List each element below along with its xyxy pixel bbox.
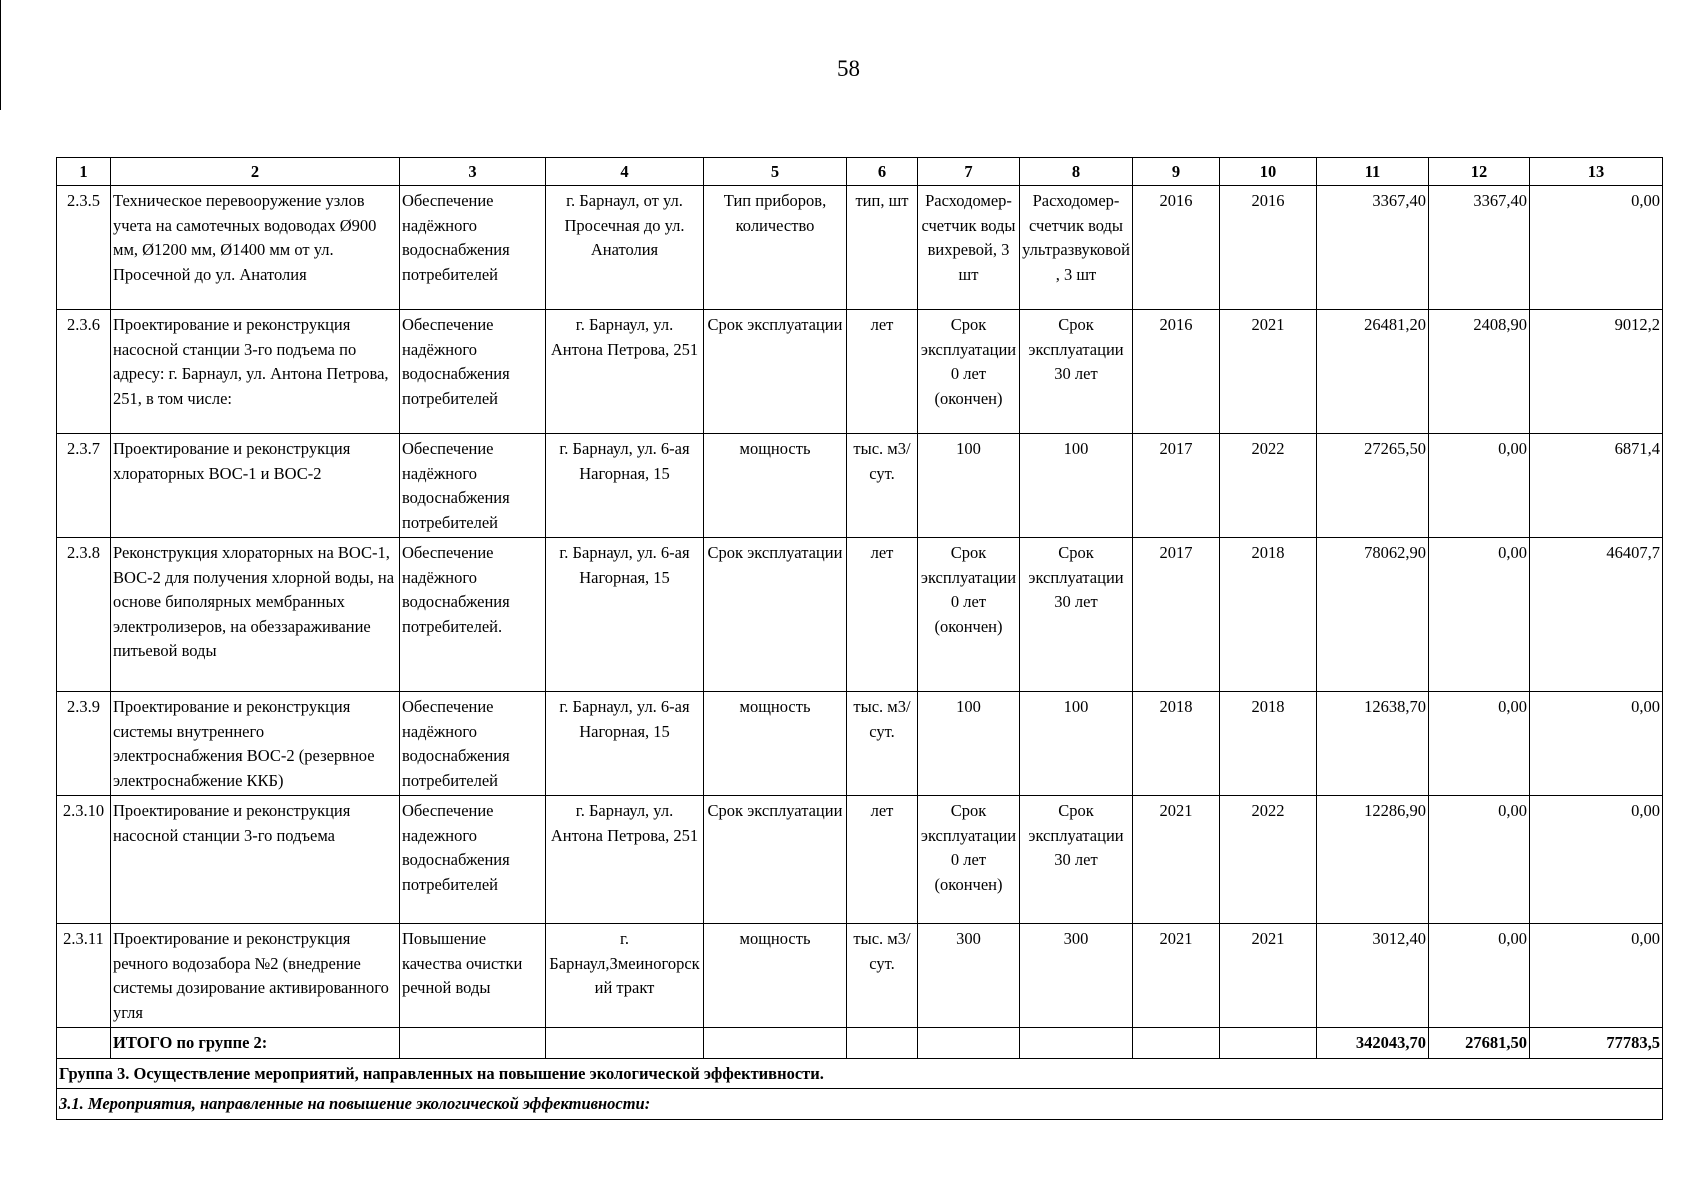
table-row — [57, 310, 1663, 434]
item-spent-cost: 0,00 — [1429, 538, 1530, 692]
left-margin-line — [0, 0, 1, 110]
column-header: 2 — [111, 158, 400, 186]
item-unit: тип, шт — [847, 186, 918, 310]
item-spent-cost: 2408,90 — [1429, 310, 1530, 434]
item-start-year: 2021 — [1133, 924, 1220, 1028]
item-purpose: Повышение качества очистки речной воды — [400, 924, 546, 1028]
item-indicator: Срок эксплуатации — [704, 796, 847, 924]
item-spent-cost: 3367,40 — [1429, 186, 1530, 310]
item-start-year: 2017 — [1133, 434, 1220, 538]
item-planned-cost: 9012,2 — [1530, 310, 1663, 434]
item-planned-cost: 0,00 — [1530, 796, 1663, 924]
empty-cell — [546, 1028, 704, 1059]
item-name: Проектирование и реконструкция насосной станции 3-го подъема — [111, 796, 400, 924]
item-indicator: Срок эксплуатации — [704, 310, 847, 434]
item-start-year: 2018 — [1133, 692, 1220, 796]
item-number: 2.3.11 — [57, 924, 111, 1028]
item-purpose: Обеспечение надёжного водоснабжения потребителей — [400, 434, 546, 538]
item-purpose: Обеспечение надёжного водоснабжения потребителей. — [400, 538, 546, 692]
item-planned-cost: 46407,7 — [1530, 538, 1663, 692]
investment-program-table — [56, 157, 1663, 1120]
empty-cell — [57, 1028, 111, 1059]
subgroup-heading-row — [57, 1089, 1663, 1120]
item-value-after: 100 — [1020, 434, 1133, 538]
item-unit: лет — [847, 310, 918, 434]
item-unit: лет — [847, 538, 918, 692]
column-header: 3 — [400, 158, 546, 186]
item-planned-cost: 6871,4 — [1530, 434, 1663, 538]
item-name: Проектирование и реконструкция речного водозабора №2 (внедрение системы дозирование активированного угля — [111, 924, 400, 1028]
table-row — [57, 692, 1663, 796]
item-location: г. Барнаул, ул. 6-ая Нагорная, 15 — [546, 538, 704, 692]
item-end-year: 2022 — [1220, 434, 1317, 538]
item-location: г. Барнаул, ул. Антона Петрова, 251 — [546, 796, 704, 924]
item-unit: тыс. м3/сут. — [847, 434, 918, 538]
item-total-cost: 27265,50 — [1317, 434, 1429, 538]
item-value-after: Расходомер-счетчик воды ультразвуковой, 3 шт — [1020, 186, 1133, 310]
item-purpose: Обеспечение надёжного водоснабжения потребителей — [400, 310, 546, 434]
item-total-cost: 26481,20 — [1317, 310, 1429, 434]
item-number: 2.3.6 — [57, 310, 111, 434]
item-value-after: Срок эксплуатации 30 лет — [1020, 310, 1133, 434]
item-start-year: 2016 — [1133, 310, 1220, 434]
item-value-before: Срок эксплуатации 0 лет (окончен) — [918, 796, 1020, 924]
table-row — [57, 796, 1663, 924]
group-spent-cost: 27681,50 — [1429, 1028, 1530, 1059]
item-end-year: 2022 — [1220, 796, 1317, 924]
group-planned-cost: 77783,5 — [1530, 1028, 1663, 1059]
group-heading-row — [57, 1058, 1663, 1089]
item-indicator: мощность — [704, 692, 847, 796]
item-end-year: 2021 — [1220, 310, 1317, 434]
item-value-after: 300 — [1020, 924, 1133, 1028]
column-header: 9 — [1133, 158, 1220, 186]
item-start-year: 2021 — [1133, 796, 1220, 924]
item-spent-cost: 0,00 — [1429, 692, 1530, 796]
item-number: 2.3.7 — [57, 434, 111, 538]
item-planned-cost: 0,00 — [1530, 924, 1663, 1028]
item-number: 2.3.9 — [57, 692, 111, 796]
empty-cell — [1220, 1028, 1317, 1059]
page-number: 58 — [837, 56, 860, 81]
item-location: г. Барнаул, ул. Антона Петрова, 251 — [546, 310, 704, 434]
subgroup-heading: 3.1. Мероприятия, направленные на повышение экологической эффективности: — [57, 1089, 1663, 1120]
group-total-cost: 342043,70 — [1317, 1028, 1429, 1059]
column-header: 1 — [57, 158, 111, 186]
empty-cell — [847, 1028, 918, 1059]
column-header: 8 — [1020, 158, 1133, 186]
item-unit: лет — [847, 796, 918, 924]
item-unit: тыс. м3/сут. — [847, 692, 918, 796]
column-header: 4 — [546, 158, 704, 186]
table-row — [57, 538, 1663, 692]
item-value-before: Расходомер-счетчик воды вихревой, 3 шт — [918, 186, 1020, 310]
item-indicator: Тип приборов, количество — [704, 186, 847, 310]
table-row — [57, 186, 1663, 310]
table-row — [57, 924, 1663, 1028]
item-value-after: Срок эксплуатации 30 лет — [1020, 796, 1133, 924]
item-name: Реконструкция хлораторных на ВОС-1, ВОС-2 для получения хлорной воды, на основе биполярных мембранных электролизеров, на обеззараживание питьевой воды — [111, 538, 400, 692]
empty-cell — [704, 1028, 847, 1059]
item-end-year: 2016 — [1220, 186, 1317, 310]
item-location: г. Барнаул, ул. 6-ая Нагорная, 15 — [546, 434, 704, 538]
item-number: 2.3.10 — [57, 796, 111, 924]
item-indicator: мощность — [704, 924, 847, 1028]
item-total-cost: 3012,40 — [1317, 924, 1429, 1028]
item-end-year: 2018 — [1220, 692, 1317, 796]
item-planned-cost: 0,00 — [1530, 186, 1663, 310]
column-header: 5 — [704, 158, 847, 186]
item-value-after: Срок эксплуатации 30 лет — [1020, 538, 1133, 692]
item-end-year: 2021 — [1220, 924, 1317, 1028]
item-purpose: Обеспечение надёжного водоснабжения потребителей — [400, 692, 546, 796]
item-end-year: 2018 — [1220, 538, 1317, 692]
item-total-cost: 3367,40 — [1317, 186, 1429, 310]
item-indicator: мощность — [704, 434, 847, 538]
item-value-before: 100 — [918, 692, 1020, 796]
group-heading: Группа 3. Осуществление мероприятий, направленных на повышение экологической эффективности. — [57, 1058, 1663, 1089]
item-start-year: 2016 — [1133, 186, 1220, 310]
column-number-row — [57, 158, 1663, 186]
group-total-label: ИТОГО по группе 2: — [111, 1028, 400, 1059]
table-row — [57, 434, 1663, 538]
item-name: Проектирование и реконструкция системы внутреннего электроснабжения ВОС-2 (резервное электроснабжение ККБ) — [111, 692, 400, 796]
item-purpose: Обеспечение надежного водоснабжения потребителей — [400, 796, 546, 924]
item-location: г. Барнаул, от ул. Просечная до ул. Анатолия — [546, 186, 704, 310]
item-name: Техническое перевооружение узлов учета на самотечных водоводах Ø900 мм, Ø1200 мм, Ø1400 мм от ул. Просечной до ул. Анатолия — [111, 186, 400, 310]
item-purpose: Обеспечение надёжного водоснабжения потребителей — [400, 186, 546, 310]
column-header: 11 — [1317, 158, 1429, 186]
item-start-year: 2017 — [1133, 538, 1220, 692]
column-header: 6 — [847, 158, 918, 186]
item-number: 2.3.8 — [57, 538, 111, 692]
empty-cell — [1020, 1028, 1133, 1059]
column-header: 12 — [1429, 158, 1530, 186]
item-number: 2.3.5 — [57, 186, 111, 310]
item-total-cost: 12286,90 — [1317, 796, 1429, 924]
item-value-before: 100 — [918, 434, 1020, 538]
empty-cell — [400, 1028, 546, 1059]
item-value-before: 300 — [918, 924, 1020, 1028]
item-indicator: Срок эксплуатации — [704, 538, 847, 692]
item-name: Проектирование и реконструкция хлораторных ВОС-1 и ВОС-2 — [111, 434, 400, 538]
item-spent-cost: 0,00 — [1429, 796, 1530, 924]
item-planned-cost: 0,00 — [1530, 692, 1663, 796]
item-total-cost: 78062,90 — [1317, 538, 1429, 692]
item-value-after: 100 — [1020, 692, 1133, 796]
item-value-before: Срок эксплуатации 0 лет (окончен) — [918, 538, 1020, 692]
column-header: 13 — [1530, 158, 1663, 186]
item-unit: тыс. м3/сут. — [847, 924, 918, 1028]
item-spent-cost: 0,00 — [1429, 434, 1530, 538]
empty-cell — [918, 1028, 1020, 1059]
item-spent-cost: 0,00 — [1429, 924, 1530, 1028]
item-total-cost: 12638,70 — [1317, 692, 1429, 796]
column-header: 10 — [1220, 158, 1317, 186]
group-total-row — [57, 1028, 1663, 1059]
empty-cell — [1133, 1028, 1220, 1059]
item-location: г. Барнаул, ул. 6-ая Нагорная, 15 — [546, 692, 704, 796]
item-location: г. Барнаул,Змеиногорский тракт — [546, 924, 704, 1028]
item-name: Проектирование и реконструкция насосной станции 3-го подъема по адресу: г. Барнаул, ул. Антона Петрова, 251, в том числе: — [111, 310, 400, 434]
column-header: 7 — [918, 158, 1020, 186]
item-value-before: Срок эксплуатации 0 лет (окончен) — [918, 310, 1020, 434]
